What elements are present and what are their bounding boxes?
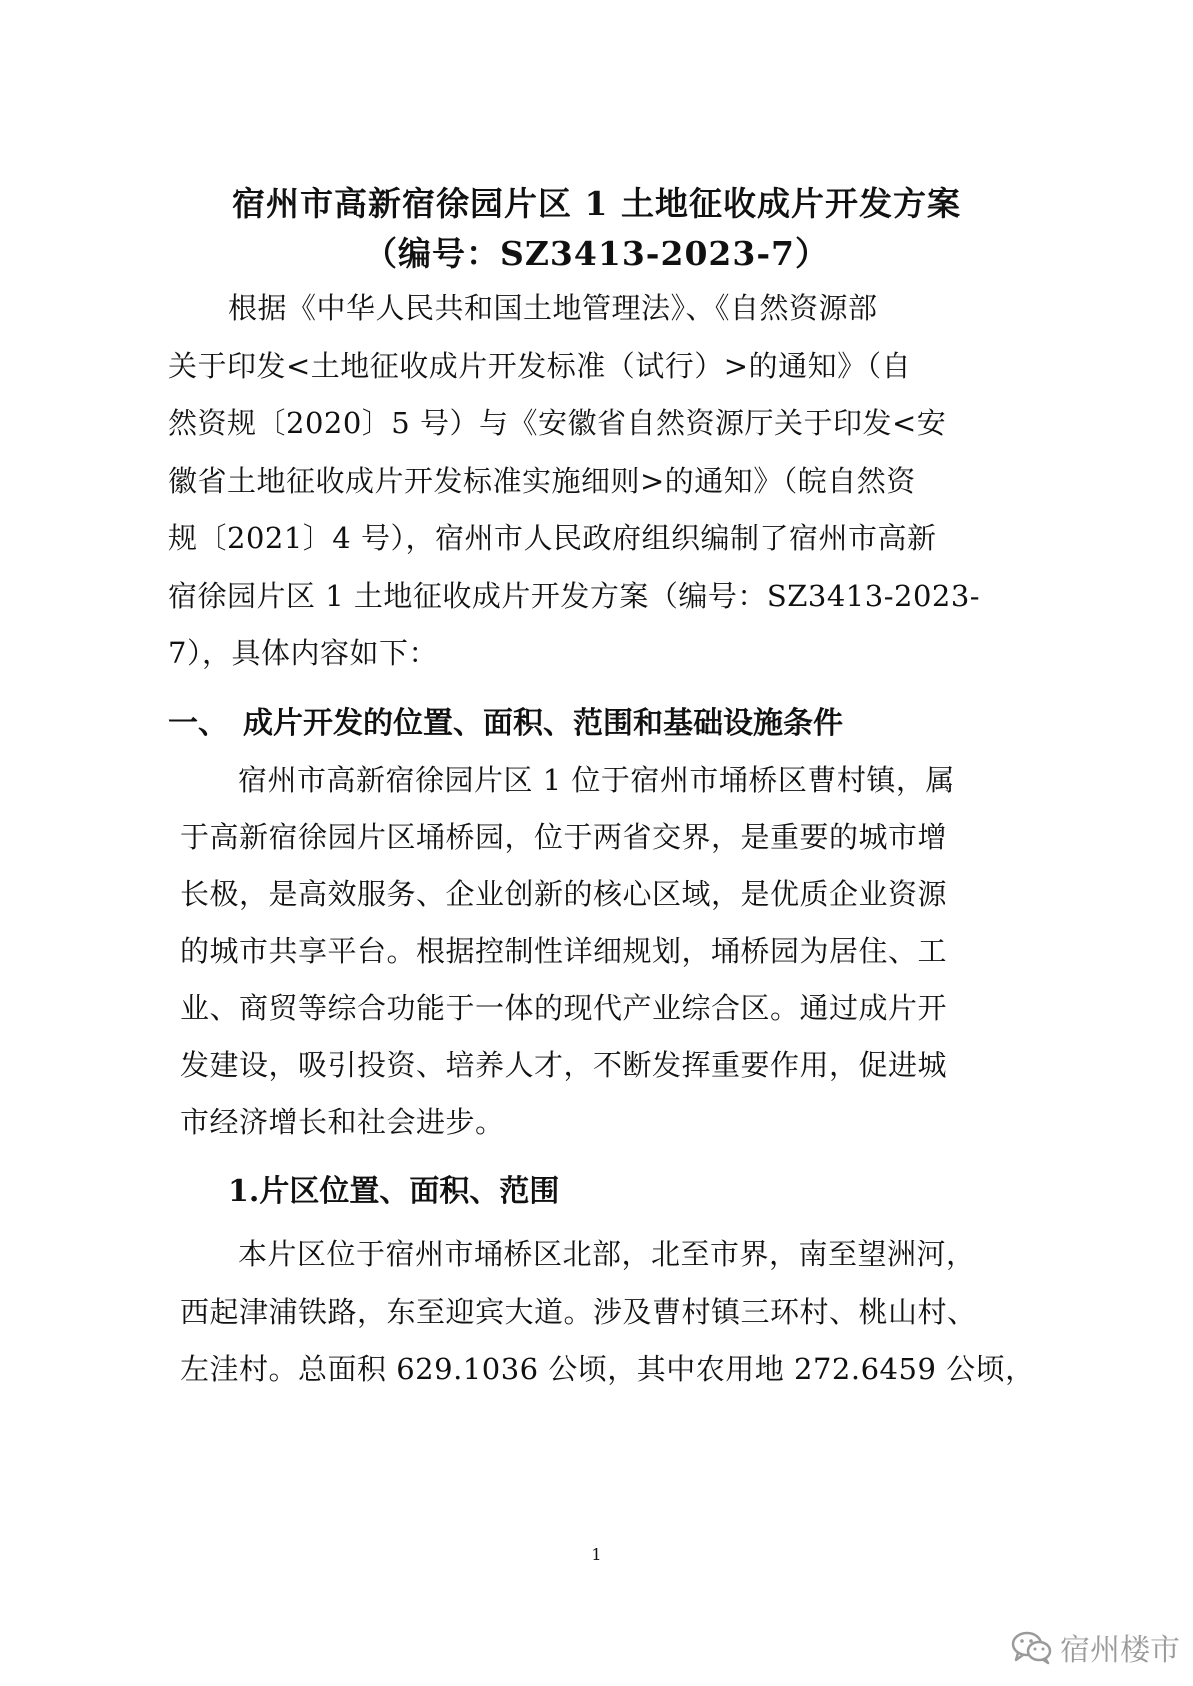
document-title: 宿州市高新宿徐园片区 1 土地征收成片开发方案 [232, 184, 961, 223]
subsection-heading: 1.片区位置、面积、范围 [228, 1174, 560, 1209]
page-number: 1 [591, 1545, 602, 1564]
section-line: 市经济增长和社会进步。 [180, 1105, 505, 1139]
intro-line: 关于印发<土地征收成片开发标准（试行）>的通知》（自 [168, 349, 912, 383]
intro-line: 然资规〔2020〕5 号）与《安徽省自然资源厅关于印发<安 [168, 406, 947, 440]
section-line: 于高新宿徐园片区埇桥园，位于两省交界，是重要的城市增 [180, 820, 948, 854]
watermark [1010, 1625, 1180, 1669]
wechat-icon [1010, 1629, 1054, 1665]
section-line: 业、商贸等综合功能于一体的现代产业综合区。通过成片开 [180, 991, 948, 1025]
intro-line: 宿徐园片区 1 土地征收成片开发方案（编号：SZ3413-2023- [168, 579, 981, 613]
document-number: （编号：SZ3413-2023-7） [364, 234, 829, 273]
intro-line: 徽省土地征收成片开发标准实施细则>的通知》（皖自然资 [168, 464, 916, 498]
subsection-line: 西起津浦铁路，东至迎宾大道。涉及曹村镇三环村、桃山村、 [180, 1295, 977, 1329]
subsection-line: 本片区位于宿州市埇桥区北部，北至市界，南至望洲河， [238, 1237, 976, 1271]
intro-line: 规〔2021〕4 号），宿州市人民政府组织编制了宿州市高新 [168, 521, 937, 555]
section-line: 长极，是高效服务、企业创新的核心区域，是优质企业资源 [180, 877, 948, 911]
section-line: 的城市共享平台。根据控制性详细规划，埇桥园为居住、工 [180, 934, 948, 968]
subsection-line: 左洼村。总面积 629.1036 公顷，其中农用地 272.6459 公顷， [180, 1352, 1035, 1386]
section-heading: 一、 成片开发的位置、面积、范围和基础设施条件 [168, 706, 843, 741]
intro-line: 7），具体内容如下： [168, 636, 438, 670]
watermark-text: 宿州楼市 [1060, 1633, 1180, 1668]
section-line: 宿州市高新宿徐园片区 1 位于宿州市埇桥区曹村镇，属 [238, 763, 955, 797]
section-line: 发建设，吸引投资、培养人才，不断发挥重要作用，促进城 [180, 1048, 948, 1082]
intro-line: 根据《中华人民共和国土地管理法》、《自然资源部 [228, 291, 878, 325]
